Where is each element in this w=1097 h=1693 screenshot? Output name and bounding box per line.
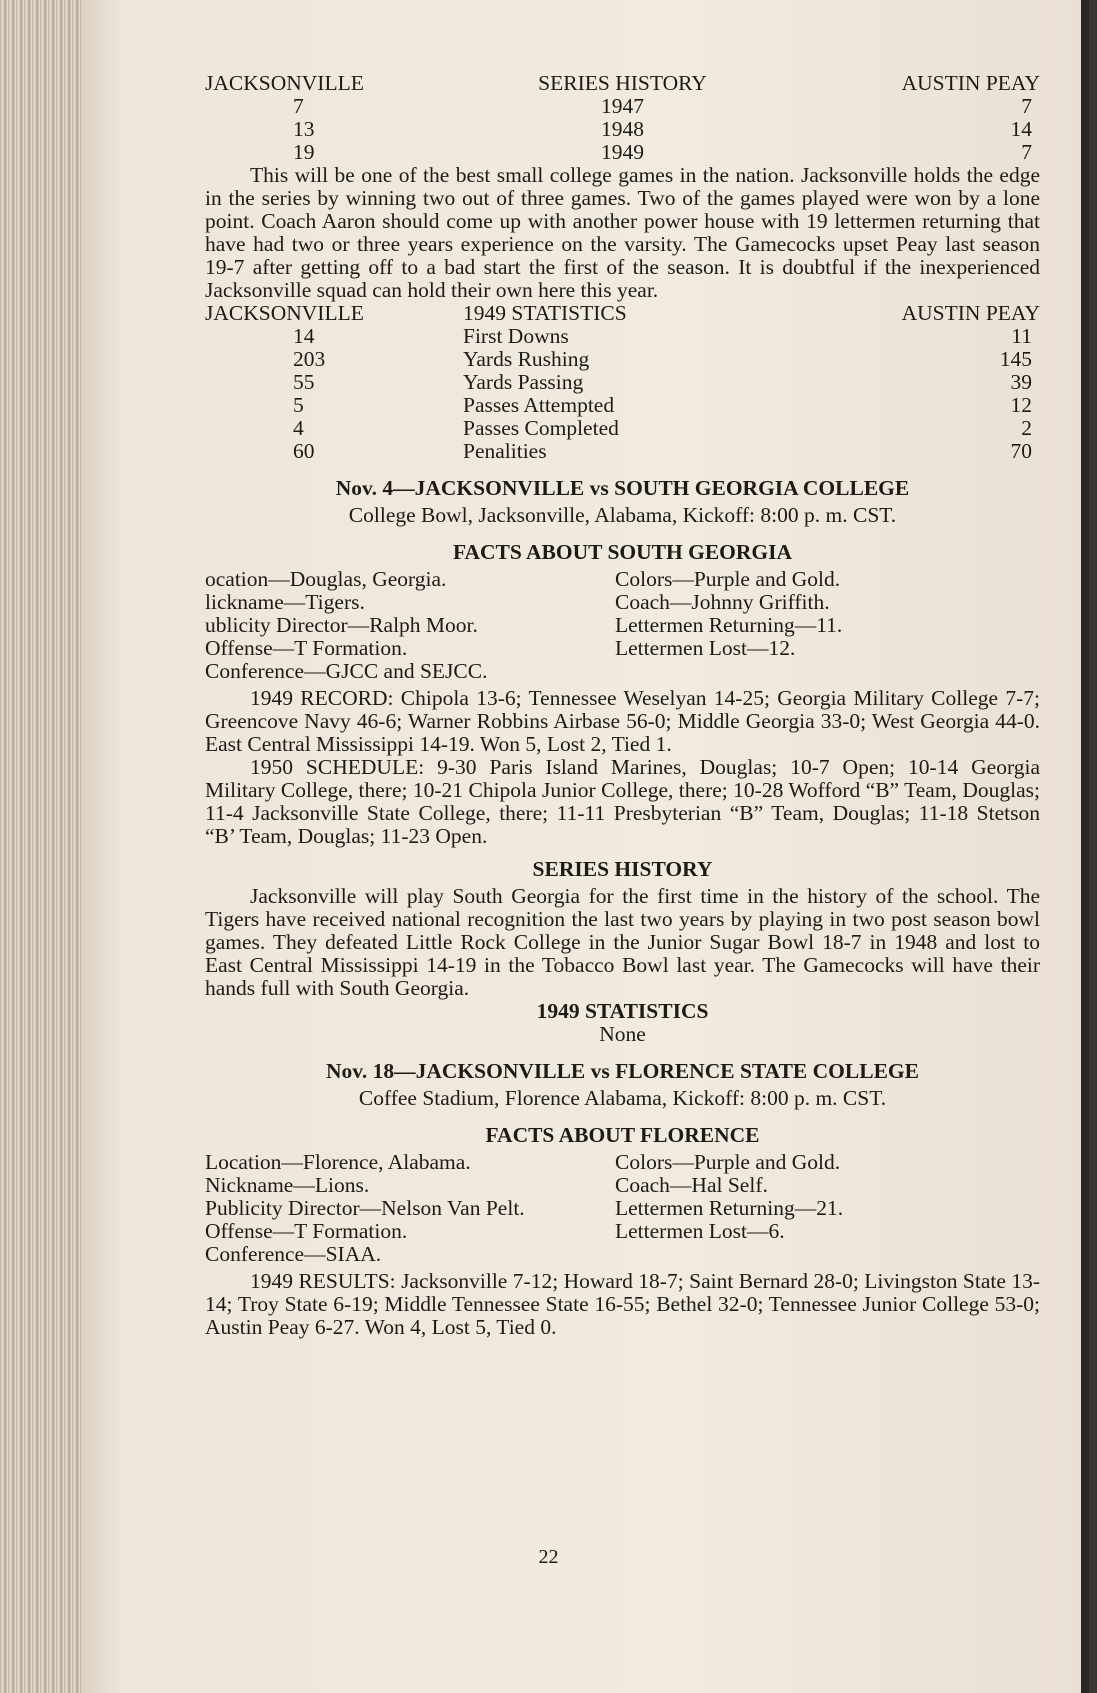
- fact-item: Lettermen Lost—6.: [615, 1219, 785, 1243]
- facts-title: FACTS ABOUT FLORENCE: [485, 1123, 760, 1147]
- facts-grid: [205, 1151, 1040, 1266]
- fact-item: ocation—Douglas, Georgia.: [205, 567, 447, 591]
- statistics-header: [205, 302, 1040, 325]
- facts-grid: [205, 568, 1040, 683]
- fact-item: ublicity Director—Ralph Moor.: [205, 613, 478, 637]
- page-right-edge: [1081, 0, 1089, 1693]
- fact-item: Colors—Purple and Gold.: [615, 567, 841, 591]
- page-content: [205, 72, 1040, 1339]
- statistics-text: None: [599, 1022, 646, 1046]
- fact-item: Lettermen Lost—12.: [615, 636, 796, 660]
- facts-right-column: [615, 568, 1040, 683]
- left-score: 7: [293, 94, 304, 118]
- year: 1948: [601, 117, 644, 141]
- right-value: 70: [1010, 439, 1032, 463]
- series-row: [205, 141, 1040, 164]
- fact-item: Lettermen Returning—21.: [615, 1196, 844, 1220]
- record-paragraph: 1949 RECORD: Chipola 13-6; Tennessee Weselyan 14-25; Georgia Military College 7-7; Greencove Navy 46-6; Warner Robbins Airbase 56-0; Middle Georgia 33-0; West Georgia 44-0. East Central Mississippi 14-19. Won 5, Lost 2, Tied 1.: [205, 686, 1040, 756]
- left-team: JACKSONVILLE: [205, 301, 364, 325]
- stat-row: [205, 371, 1040, 394]
- right-value: 11: [1011, 324, 1032, 348]
- stat-label: Yards Passing: [463, 370, 584, 394]
- results-paragraph: 1949 RESULTS: Jacksonville 7-12; Howard 18-7; Saint Bernard 28-0; Livingston State 13-14; Troy State 6-19; Middle Tennessee State 16-55; Bethel 32-0; Tennessee Junior College 53-0; Austin Peay 6-27. Won 4, Lost 5, Tied 0.: [205, 1269, 1040, 1339]
- fact-item: lickname—Tigers.: [205, 590, 365, 614]
- fact-item: Nickname—Lions.: [205, 1173, 370, 1197]
- right-score: 14: [1010, 117, 1032, 141]
- fact-item: Conference—GJCC and SEJCC.: [205, 659, 488, 683]
- schedule-paragraph: 1950 SCHEDULE: 9-30 Paris Island Marines, Douglas; 10-7 Open; 10-14 Georgia Military College, there; 10-21 Chipola Junior College, there; 10-28 Wofford “B” Team, Douglas; 11-4 Jacksonville State College, there; 11-11 Presbyterian “B” Team, Douglas; 11-18 Stetson “B’ Team, Douglas; 11-23 Open.: [205, 755, 1040, 848]
- right-score: 7: [1021, 140, 1032, 164]
- fact-item: Offense—T Formation.: [205, 636, 408, 660]
- stat-row: [205, 440, 1040, 463]
- game-venue: Coffee Stadium, Florence Alabama, Kickoff: 8:00 p. m. CST.: [358, 1086, 887, 1110]
- year: 1947: [601, 94, 644, 118]
- left-value: 4: [293, 416, 304, 440]
- stat-label: First Downs: [463, 324, 569, 348]
- left-score: 19: [293, 140, 315, 164]
- right-value: 2: [1021, 416, 1032, 440]
- fact-item: Colors—Purple and Gold.: [615, 1150, 841, 1174]
- stat-label: Passes Attempted: [463, 393, 615, 417]
- section-title: SERIES HISTORY: [538, 71, 707, 95]
- stat-label: Passes Completed: [463, 416, 619, 440]
- left-value: 5: [293, 393, 304, 417]
- page-number: 22: [538, 1546, 559, 1568]
- series-row: [205, 118, 1040, 141]
- fact-item: Location—Florence, Alabama.: [205, 1150, 471, 1174]
- left-value: 55: [293, 370, 315, 394]
- year: 1949: [601, 140, 644, 164]
- fact-item: Coach—Johnny Griffith.: [615, 590, 830, 614]
- series-history-paragraph: Jacksonville will play South Georgia for the first time in the history of the school. The Tigers have received national recognition the last two years by playing in two post season bowl games. They defeated Little Rock College in the Junior Sugar Bowl 18-7 in 1948 and lost to East Central Mississippi 14-19 in the Tobacco Bowl last year. The Gamecocks will have their hands full with South Georgia.: [205, 884, 1040, 1000]
- stat-row: [205, 394, 1040, 417]
- right-team: AUSTIN PEAY: [901, 71, 1040, 95]
- right-team: AUSTIN PEAY: [901, 301, 1040, 325]
- series-history-header: [205, 72, 1040, 95]
- left-value: 60: [293, 439, 315, 463]
- right-value: 39: [1010, 370, 1032, 394]
- fact-item: Lettermen Returning—11.: [615, 613, 843, 637]
- fact-item: Offense—T Formation.: [205, 1219, 408, 1243]
- stat-label: Penalities: [463, 439, 547, 463]
- fact-item: Coach—Hal Self.: [615, 1173, 768, 1197]
- series-history-rows: [205, 95, 1040, 164]
- stat-row: [205, 325, 1040, 348]
- fact-item: Conference—SIAA.: [205, 1242, 382, 1266]
- stat-row: [205, 417, 1040, 440]
- section-title: 1949 STATISTICS: [463, 301, 627, 325]
- series-row: [205, 95, 1040, 118]
- series-paragraph: This will be one of the best small college games in the nation. Jacksonville holds the edge in the series by winning two out of three games. Two of the games played were won by a lone point. Coach Aaron should come up with another power house with 19 lettermen returning that have had two or three years experience on the varsity. The Gamecocks upset Peay last season 19-7 after getting off to a bad start the first of the season. It is doubtful if the inexperienced Jacksonville squad can hold their own here this year.: [205, 163, 1040, 302]
- left-score: 13: [293, 117, 315, 141]
- left-value: 14: [293, 324, 315, 348]
- series-history-title: SERIES HISTORY: [532, 857, 713, 881]
- facts-right-column: [615, 1151, 1040, 1266]
- right-value: 145: [999, 347, 1032, 371]
- game-heading: Nov. 18—JACKSONVILLE vs FLORENCE STATE COLLEGE: [326, 1059, 919, 1083]
- game-heading: Nov. 4—JACKSONVILLE vs SOUTH GEORGIA COLLEGE: [335, 476, 910, 500]
- right-value: 12: [1010, 393, 1032, 417]
- right-score: 7: [1021, 94, 1032, 118]
- facts-title: FACTS ABOUT SOUTH GEORGIA: [452, 540, 793, 564]
- statistics-rows: [205, 325, 1040, 463]
- stat-row: [205, 348, 1040, 371]
- game-venue: College Bowl, Jacksonville, Alabama, Kickoff: 8:00 p. m. CST.: [348, 503, 897, 527]
- page-edges: [0, 0, 90, 1693]
- left-value: 203: [293, 347, 326, 371]
- fact-item: Publicity Director—Nelson Van Pelt.: [205, 1196, 525, 1220]
- facts-left-column: [205, 1151, 615, 1266]
- statistics-title: 1949 STATISTICS: [536, 999, 709, 1023]
- left-team: JACKSONVILLE: [205, 71, 364, 95]
- facts-left-column: [205, 568, 615, 683]
- stat-label: Yards Rushing: [463, 347, 590, 371]
